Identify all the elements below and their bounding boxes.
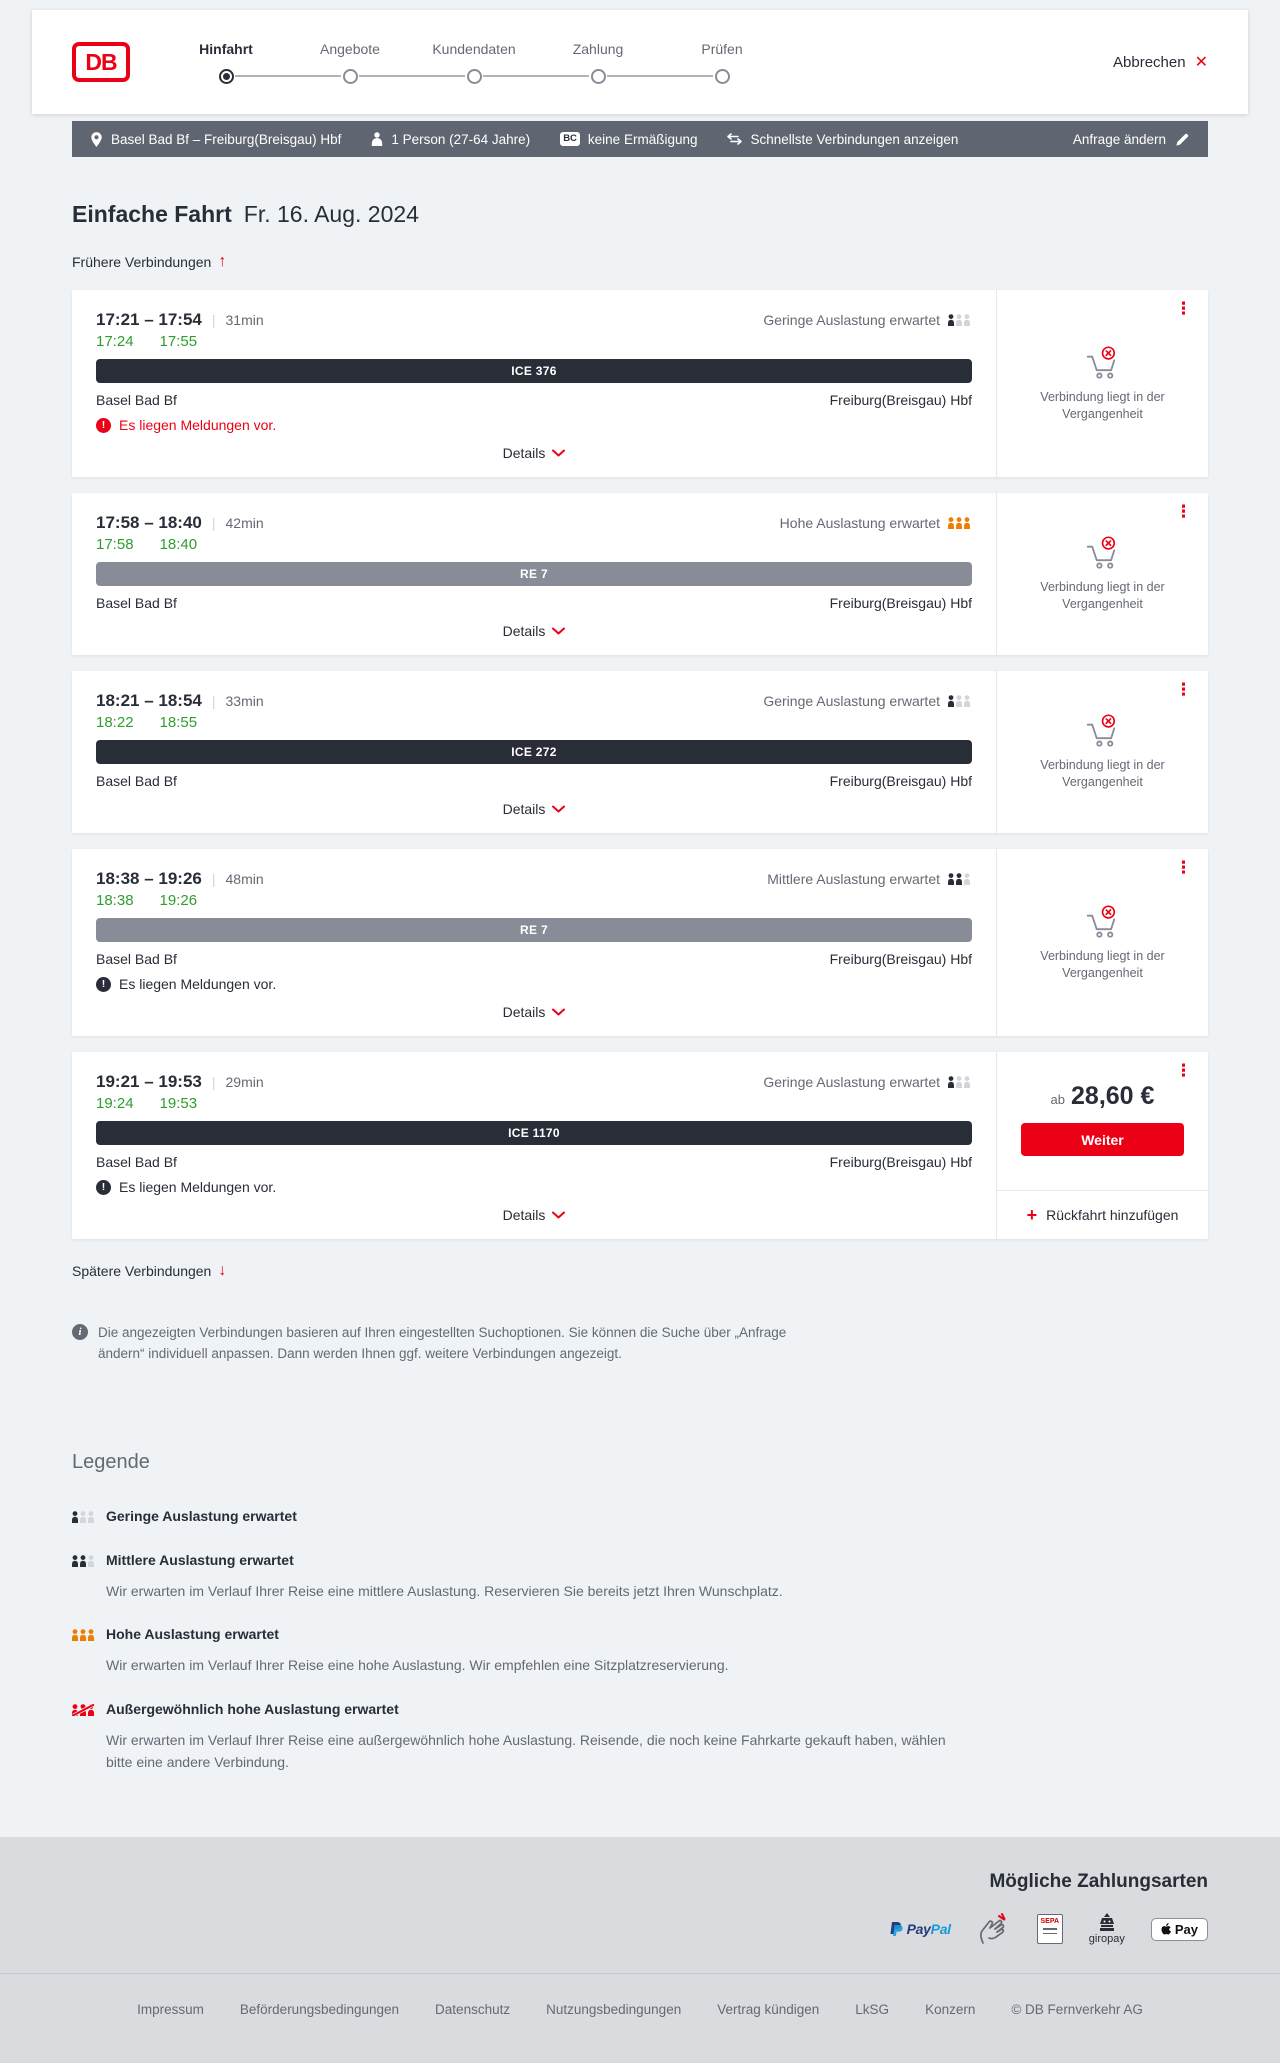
actual-arrival: 19:53: [159, 1095, 198, 1112]
person-icon: [371, 132, 383, 146]
search-summary-bar: [72, 121, 1208, 157]
actual-departure: 18:38: [96, 892, 134, 909]
warning-text: Es liegen Meldungen vor.: [119, 976, 277, 992]
sepa-document-icon: SEPA: [1037, 1914, 1063, 1944]
traveler-summary: 1 Person (27-64 Jahre): [371, 132, 530, 147]
footer-copyright: © DB Fernverkehr AG: [1011, 2002, 1143, 2018]
payment-methods-heading: Mögliche Zahlungsarten: [989, 1871, 1208, 1893]
legend-item-description: Wir erwarten im Verlauf Ihrer Reise eine mittlere Auslastung. Reservieren Sie bereits jetzt Ihren Wunschplatz.: [106, 1582, 783, 1599]
origin-station: Basel Bad Bf: [96, 392, 177, 408]
destination-station: Freiburg(Breisgau) Hbf: [829, 595, 972, 611]
connection-aside: [996, 290, 1208, 477]
connection-aside: [996, 1052, 1208, 1239]
legend-item-description: Wir erwarten im Verlauf Ihrer Reise eine außergewöhnlich hohe Auslastung. Reisende, die noch keine Fahrkarte gekauft haben, wählen bitte eine andere Verbindung.: [106, 1731, 946, 1771]
occupancy-indicator: [767, 871, 972, 887]
separator: |: [211, 693, 216, 709]
connection-main: [72, 290, 996, 477]
cart-unavailable-icon: [1083, 535, 1123, 571]
realtime-times: [96, 1095, 972, 1112]
legend-item: [72, 1701, 1208, 1774]
db-logo[interactable]: DB: [72, 42, 130, 82]
actual-arrival: 19:26: [159, 892, 198, 909]
add-return-trip-button[interactable]: + Rückfahrt hinzufügen: [997, 1190, 1208, 1239]
connection-time-range: 19:21 – 19:53: [96, 1072, 202, 1091]
origin-station: Basel Bad Bf: [96, 773, 177, 789]
occupancy-indicator: [780, 515, 972, 531]
connection-time-range: 17:58 – 18:40: [96, 513, 202, 532]
occupancy-icon: [948, 314, 972, 326]
paypal-icon: [889, 1921, 903, 1937]
occupancy-icon: [948, 1076, 972, 1088]
past-note-text: Verbindung liegt in der Vergangenheit: [1040, 580, 1165, 611]
sepa-logo: [1037, 1914, 1063, 1944]
messages-warning[interactable]: [96, 1179, 972, 1195]
arrow-up-icon: ↑: [218, 253, 227, 270]
step-label: Prüfen: [701, 40, 743, 57]
credit-card-hand-icon: [977, 1913, 1011, 1945]
close-icon: ✕: [1194, 54, 1208, 71]
step-dot-icon: [343, 69, 358, 84]
train-label[interactable]: ICE 376: [96, 359, 972, 383]
app-header: [32, 10, 1248, 114]
step-dot-icon: [715, 69, 730, 84]
destination-station: Freiburg(Breisgau) Hbf: [829, 773, 972, 789]
separator: |: [211, 871, 216, 887]
legend-item-title: Außergewöhnlich hohe Auslastung erwartet: [106, 1700, 399, 1717]
warning-icon: !: [96, 1180, 111, 1195]
footer-link[interactable]: LkSG: [855, 2002, 890, 2018]
realtime-times: [96, 536, 972, 553]
apple-icon: [1161, 1923, 1172, 1936]
stepper-step[interactable]: [164, 41, 288, 84]
occupancy-icon: [72, 1626, 106, 1646]
info-icon: i: [72, 1324, 88, 1340]
connection-card: [72, 1052, 1208, 1239]
connection-duration: 48min: [225, 871, 264, 887]
connection-time-range: 18:38 – 19:26: [96, 869, 202, 888]
messages-warning[interactable]: [96, 976, 972, 992]
occupancy-label: Geringe Auslastung erwartet: [763, 1074, 940, 1090]
chevron-down-icon: [552, 449, 565, 457]
details-toggle[interactable]: Details: [497, 1000, 572, 1024]
warning-icon: !: [96, 977, 111, 992]
warning-text: Es liegen Meldungen vor.: [119, 1179, 277, 1195]
details-toggle[interactable]: Details: [497, 797, 572, 821]
step-dot-icon: [591, 69, 606, 84]
legend-title: Legende: [72, 1450, 150, 1473]
step-dot-icon: [467, 69, 482, 84]
connection-menu-button[interactable]: ⋮: [1171, 679, 1196, 700]
step-dot-icon: [219, 69, 234, 84]
train-label[interactable]: RE 7: [96, 562, 972, 586]
credit-card-payment-logo: [977, 1913, 1011, 1945]
occupancy-icon: [948, 517, 972, 529]
past-note-text: Verbindung liegt in der Vergangenheit: [1040, 758, 1165, 789]
footer-link[interactable]: Beförderungsbedingungen: [239, 2002, 400, 2018]
pencil-icon: [1175, 132, 1190, 147]
actual-arrival: 18:40: [159, 536, 198, 553]
arrow-down-icon: ↓: [218, 1262, 227, 1279]
chevron-down-icon: [552, 1008, 565, 1016]
occupancy-label: Geringe Auslastung erwartet: [763, 693, 940, 709]
details-toggle[interactable]: Details: [497, 441, 572, 465]
step-label: Zahlung: [572, 40, 624, 57]
train-label[interactable]: ICE 1170: [96, 1121, 972, 1145]
origin-station: Basel Bad Bf: [96, 951, 177, 967]
stepper-step[interactable]: [660, 41, 784, 84]
actual-arrival: 17:55: [159, 333, 198, 350]
sort-arrows-icon: [727, 133, 742, 145]
step-label: Kundendaten: [432, 40, 516, 57]
occupancy-label: Geringe Auslastung erwartet: [763, 312, 940, 328]
details-toggle[interactable]: Details: [497, 619, 572, 643]
cart-unavailable-icon: [1083, 904, 1123, 940]
realtime-times: [96, 333, 972, 350]
connection-duration: 29min: [225, 1074, 264, 1090]
discount-summary: BC keine Ermäßigung: [560, 132, 697, 147]
legend-list: [72, 1508, 1208, 1774]
connection-main: [72, 493, 996, 655]
occupancy-icon: [72, 1508, 106, 1528]
separator: |: [211, 515, 216, 531]
train-label[interactable]: ICE 272: [96, 740, 972, 764]
chevron-down-icon: [552, 627, 565, 635]
connection-card: [72, 849, 1208, 1036]
connection-main: [72, 671, 996, 833]
connection-duration: 42min: [225, 515, 264, 531]
travel-date: Fr. 16. Aug. 2024: [243, 201, 419, 227]
destination-station: Freiburg(Breisgau) Hbf: [829, 392, 972, 408]
legend-item: [72, 1552, 1208, 1602]
search-options-note: i Die angezeigten Verbindungen basieren auf Ihren eingestellten Suchoptionen. Sie können die Suche über „Anfrage ändern“ individuell anpassen. Dann werden Ihnen ggf. weitere Verbindungen angezeigt.: [72, 1323, 832, 1365]
footer-link[interactable]: Vertrag kündigen: [717, 2002, 820, 2018]
price-value: 28,60 €: [1071, 1082, 1155, 1110]
legend-item-description: Wir erwarten im Verlauf Ihrer Reise eine hohe Auslastung. Wir empfehlen eine Sitzplatzreservierung.: [106, 1657, 729, 1674]
warning-icon: !: [96, 418, 111, 433]
step-label: Angebote: [320, 40, 380, 57]
messages-warning[interactable]: [96, 417, 972, 433]
occupancy-icon: [948, 873, 972, 885]
edit-search-button[interactable]: Anfrage ändern: [1073, 132, 1190, 147]
warning-text: Es liegen Meldungen vor.: [119, 417, 277, 433]
occupancy-label: Mittlere Auslastung erwartet: [767, 871, 940, 887]
connection-time-range: 18:21 – 18:54: [96, 691, 202, 710]
route-summary: Basel Bad Bf – Freiburg(Breisgau) Hbf: [90, 131, 341, 148]
plus-icon: +: [1026, 1205, 1038, 1225]
connection-menu-button[interactable]: ⋮: [1171, 857, 1196, 878]
past-note-text: Verbindung liegt in der Vergangenheit: [1040, 389, 1165, 421]
connection-menu-button[interactable]: ⋮: [1171, 298, 1196, 319]
destination-station: Freiburg(Breisgau) Hbf: [829, 951, 972, 967]
payment-methods-section: [72, 1837, 1208, 1973]
booking-stepper: [164, 41, 784, 84]
legend-item-title: Hohe Auslastung erwartet: [106, 1626, 279, 1643]
actual-departure: 17:58: [96, 536, 134, 553]
legend-item: [72, 1626, 1208, 1676]
page-footer: [0, 1837, 1280, 2063]
connection-list: [72, 290, 1208, 1239]
origin-station: Basel Bad Bf: [96, 1154, 177, 1170]
realtime-times: [96, 714, 972, 731]
footer-link[interactable]: Impressum: [137, 2002, 204, 2018]
location-pin-icon: [90, 131, 103, 148]
giropay-logo: giropay: [1089, 1913, 1125, 1945]
footer-link[interactable]: Konzern: [925, 2002, 976, 2018]
apple-pay-logo: Pay: [1151, 1918, 1208, 1941]
origin-station: Basel Bad Bf: [96, 595, 177, 611]
occupancy-indicator: [763, 312, 972, 328]
occupancy-indicator: [763, 693, 972, 709]
connection-card: [72, 671, 1208, 833]
actual-departure: 18:22: [96, 714, 134, 731]
legend-item: [72, 1508, 1208, 1528]
bahncard-icon: BC: [560, 132, 580, 146]
cart-unavailable-icon: [1083, 713, 1123, 749]
results-section: [72, 157, 1208, 1365]
giropay-icon: [1098, 1913, 1116, 1931]
continue-button[interactable]: Weiter: [1021, 1123, 1184, 1156]
separator: |: [211, 1074, 216, 1090]
chevron-down-icon: [552, 1211, 565, 1219]
train-label[interactable]: RE 7: [96, 918, 972, 942]
footer-links: [72, 1974, 1208, 2063]
occupancy-icon: [948, 695, 972, 707]
view-option-summary: Schnellste Verbindungen anzeigen: [727, 132, 958, 147]
legend-item-title: Geringe Auslastung erwartet: [106, 1507, 297, 1524]
footer-link[interactable]: Datenschutz: [435, 2002, 511, 2018]
connection-card: [72, 290, 1208, 477]
cart-unavailable-icon: [1083, 345, 1123, 381]
actual-arrival: 18:55: [159, 714, 198, 731]
legend-item-title: Mittlere Auslastung erwartet: [106, 1551, 294, 1568]
actual-departure: 17:24: [96, 333, 134, 350]
footer-link[interactable]: Nutzungsbedingungen: [546, 2002, 682, 2018]
step-label: Hinfahrt: [199, 40, 253, 57]
connection-menu-button[interactable]: ⋮: [1171, 501, 1196, 522]
connection-time-range: 17:21 – 17:54: [96, 310, 202, 329]
connection-main: [72, 849, 996, 1036]
connection-duration: 33min: [225, 693, 264, 709]
stepper-step[interactable]: [288, 41, 412, 84]
stepper-step[interactable]: [536, 41, 660, 84]
destination-station: Freiburg(Breisgau) Hbf: [829, 1154, 972, 1170]
paypal-logo: PayPal: [889, 1921, 951, 1937]
connection-menu-button[interactable]: ⋮: [1171, 1060, 1196, 1081]
actual-departure: 19:24: [96, 1095, 134, 1112]
realtime-times: [96, 892, 972, 909]
occupancy-indicator: [763, 1074, 972, 1090]
price-prefix: ab: [1050, 1092, 1066, 1107]
legend-section: [72, 1365, 1208, 1838]
details-toggle[interactable]: Details: [497, 1203, 572, 1227]
connection-card: [72, 493, 1208, 655]
cancel-button[interactable]: Abbrechen ✕: [1113, 53, 1208, 71]
past-note-text: Verbindung liegt in der Vergangenheit: [1040, 948, 1165, 980]
later-connections-link[interactable]: Spätere Verbindungen ↓: [72, 1262, 227, 1279]
connection-main: [72, 1052, 996, 1239]
occupancy-label: Hohe Auslastung erwartet: [779, 515, 940, 531]
occupancy-icon: [72, 1701, 106, 1721]
connection-aside: [996, 671, 1208, 833]
page-title: Einfache Fahrt Fr. 16. Aug. 2024: [72, 201, 419, 227]
separator: |: [211, 312, 216, 328]
connection-aside: [996, 493, 1208, 655]
footer-links-bar: [0, 1973, 1280, 2063]
connection-aside: [996, 849, 1208, 1036]
chevron-down-icon: [552, 805, 565, 813]
connection-duration: 31min: [225, 312, 264, 328]
earlier-connections-link[interactable]: Frühere Verbindungen ↑: [72, 253, 227, 270]
stepper-step[interactable]: [412, 41, 536, 84]
occupancy-icon: [72, 1552, 106, 1572]
